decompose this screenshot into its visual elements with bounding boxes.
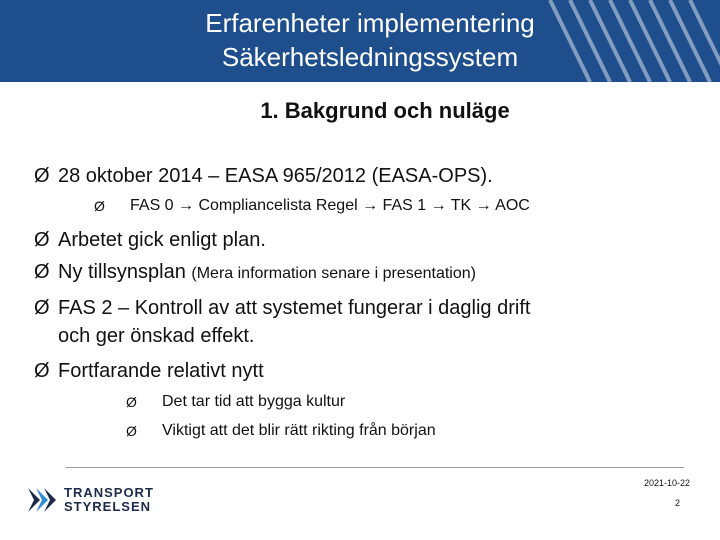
arrow-bullet-icon: Ø — [34, 165, 50, 187]
bullet-text: 28 oktober 2014 – EASA 965/2012 (EASA-OPS). — [58, 165, 493, 187]
slide-date: 2021-10-22 — [643, 478, 690, 488]
title-line-1: Erfarenheter implementering — [205, 8, 535, 38]
sub-bullet-text: FAS 0 → Compliancelista Regel → FAS 1 → TK → AOC — [130, 197, 530, 214]
bullet-text: Arbetet gick enligt plan. — [58, 229, 266, 251]
sub-bullet-item-1 — [94, 195, 530, 217]
bullet-note-text: (Mera information senare i presentation) — [191, 265, 476, 282]
bullet-text — [58, 258, 476, 288]
sub-bullet-text: Det tar tid att bygga kultur — [162, 393, 346, 410]
bullet-item-3 — [34, 258, 476, 288]
arrow-bullet-icon: Ø — [34, 360, 50, 382]
bullet-item-1 — [34, 162, 493, 190]
arrow-bullet-icon: Ø — [126, 423, 137, 439]
sub-bullet-item-2 — [126, 391, 345, 413]
arrow-bullet-icon: Ø — [126, 394, 137, 410]
bullet-line-1: FAS 2 – Kontroll av att systemet fungerar i daglig drift — [58, 297, 531, 319]
title-line-2: Säkerhetsledningssystem — [221, 42, 519, 72]
title-banner — [0, 0, 720, 82]
logo-text-line-1: TRANSPORT — [64, 485, 154, 500]
arrow-bullet-icon: Ø — [34, 261, 50, 283]
bullet-text: Fortfarande relativt nytt — [58, 360, 264, 382]
bullet-main-text: Ny tillsynsplan — [58, 261, 186, 283]
bullet-text — [58, 294, 530, 350]
logo-wordmark — [64, 486, 154, 514]
logo-text-line-2: STYRELSEN — [64, 499, 152, 514]
bullet-item-5 — [34, 357, 264, 385]
arrow-bullet-icon: Ø — [34, 297, 50, 319]
bullet-item-2 — [34, 226, 266, 254]
slide-title — [0, 6, 720, 74]
sub-bullet-text: Viktigt att det blir rätt rikting från början — [162, 422, 436, 439]
arrow-bullet-icon: Ø — [94, 198, 105, 214]
bullet-item-4 — [34, 294, 530, 350]
transportstyrelsen-logo — [26, 484, 154, 516]
bullet-line-2: och ger önskad effekt. — [58, 325, 255, 347]
sub-bullet-item-3 — [126, 420, 436, 442]
footer-divider — [66, 467, 684, 468]
page-number: 2 — [674, 498, 680, 508]
section-heading: 1. Bakgrund och nuläge — [260, 98, 510, 123]
logo-mark-icon — [26, 484, 58, 516]
arrow-bullet-icon: Ø — [34, 229, 50, 251]
